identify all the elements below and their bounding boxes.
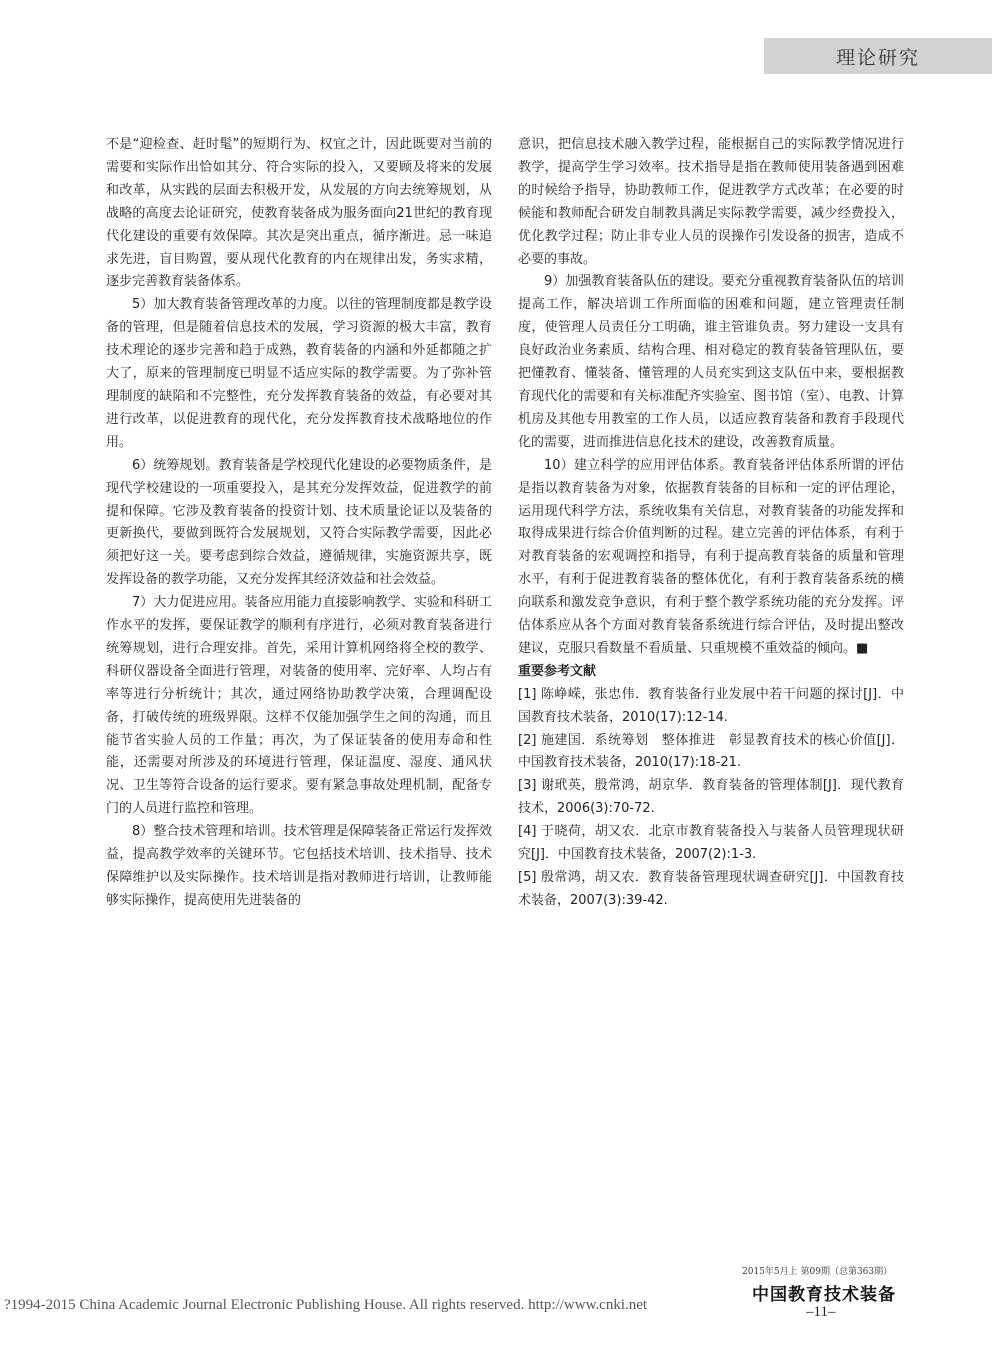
references-title: 重要参考文献 xyxy=(518,663,597,679)
reference-item: [4] 于晓荷，胡又农．北京市教育装备投入与装备人员管理现状研究[J]．中国教育技术装备，2007(2):1-3. xyxy=(518,824,904,863)
paragraph: 10）建立科学的应用评估体系。教育装备评估体系所谓的评估是指以教育装备为对象，依据教育装备的目标和一定的评估理论，运用现代科学方法，系统收集有关信息，对教育装备的功能发挥和取得成果进行综合价值判断的过程。建立完善的评估体系，有利于对教育装备的宏观调控和指导，有利于提高教育装备的质量和管理水平，有利于促进教育装备的整体优化，有利于教育装备系统的横向联系和激发竞争意识，有利于整个教学系统功能的充分发挥。评估体系应从各个方面对教育装备系统进行综合评估，及时提出整改建议，克服只看数量不看质量、只重规模不重效益的倾向。■ xyxy=(518,457,904,656)
journal-brand: 中国教育技术装备 xyxy=(752,1285,896,1305)
paragraph: 9）加强教育装备队伍的建设。要充分重视教育装备队伍的培训提高工作，解决培训工作所面临的困难和问题，建立管理责任制度，使管理人员责任分工明确，谁主管谁负责。努力建设一支具有良好政治业务素质、结构合理、相对稳定的教育装备管理队伍，要把懂教育、懂装备、懂管理的人员充实到这支队伍中来，要根据教育现代化的需要和有关标准配齐实验室、图书馆（室）、电教、计算机房及其他专用教室的工作人员，以适应教育装备和教育手段现代化的需要，进而推进信息化技术的建设，改善教育质量。 xyxy=(518,274,904,450)
paragraph: 8）整合技术管理和培训。技术管理是保障装备正常运行发挥效益，提高教学效率的关键环节。它包括技术培训、技术指导、技术保障维护以及实际操作。技术培训是指对教师进行培训，让教师能够实际操作，提高使用先进装备的 xyxy=(106,824,492,908)
reference-item: [2] 施建国．系统筹划 整体推进 彰显教育技术的核心价值[J]．中国教育技术装备，2010(17):18-21. xyxy=(518,732,904,771)
page-number: –11– xyxy=(806,1304,836,1320)
paragraph: 不是“迎检查、赶时髦”的短期行为、权宜之计，因此既要对当前的需要和实际作出恰如其分、符合实际的投入，又要顾及将来的发展和改革，从实践的层面去积极开发，从发展的方向去统筹规划，从战略的高度去论证研究，使教育装备成为服务面向21世纪的教育现代化建设的重要有效保障。其次是突出重点，循序渐进。忌一味追求先进，盲目购置，要从现代化教育的内在规律出发，务实求精，逐步完善教育装备体系。 xyxy=(106,137,492,290)
issue-info: 2015年5月上 第09期（总第363期） xyxy=(742,1267,893,1277)
right-column xyxy=(518,134,904,913)
copyright-notice: ?1994-2015 China Academic Journal Electronic Publishing House. All rights reserved. http://www.cnki.net xyxy=(4,1297,648,1313)
section-label: 理论研究 xyxy=(764,38,992,74)
reference-item: [5] 殷常鸿，胡又农．教育装备管理现状调查研究[J]．中国教育技术装备，2007(3):39-42. xyxy=(518,870,904,908)
paragraph: 意识，把信息技术融入教学过程，能根据自己的实际教学情况进行教学，提高学生学习效率。技术指导是指在教师使用装备遇到困难的时候给予指导，协助教师工作，促进教学方式改革；在必要的时候能和教师配合研发自制教具满足实际教学需要，减少经费投入，优化教学过程；防止非专业人员的误操作引发设备的损害，造成不必要的事故。 xyxy=(518,137,904,267)
paragraph: 6）统筹规划。教育装备是学校现代化建设的必要物质条件，是现代学校建设的一项重要投入，是其充分发挥效益，促进教学的前提和保障。它涉及教育装备的投资计划、技术质量论证以及装备的更新换代，要做到既符合发展规划，又符合实际教学需要，因此必须把好这一关。要考虑到综合效益，遵循规律，实施资源共享，既发挥设备的教学功能，又充分发挥其经济效益和社会效益。 xyxy=(106,457,492,588)
paragraph: 7）大力促进应用。装备应用能力直接影响教学、实验和科研工作水平的发挥，要保证教学的顺利有序进行，必须对教育装备进行统筹规划，进行合理安排。首先，采用计算机网络将全校的教学、科研仪器设备全面进行管理，对装备的使用率、完好率、人均占有率等进行分析统计；其次，通过网络协助教学决策，合理调配设备，打破传统的班级界限。这样不仅能加强学生之间的沟通，而且能节省实验人员的工作量；再次，为了保证装备的使用寿命和性能，还需要对所涉及的环境进行管理，保证温度、湿度、通风状况、卫生等符合设备的运行要求。要有紧急事故处理机制，配备专门的人员进行监控和管理。 xyxy=(106,595,492,817)
left-column xyxy=(106,134,492,913)
paragraph: 5）加大教育装备管理改革的力度。以往的管理制度都是教学设备的管理，但是随着信息技术的发展，学习资源的极大丰富，教育技术理论的逐步完善和趋于成熟，教育装备的内涵和外延都随之扩大了，原来的管理制度已明显不适应实际的教学需要。为了弥补管理制度的缺陷和不完整性，充分发挥教育装备的效益，有必要对其进行改革，以促进教育的现代化，充分发挥教育技术战略地位的作用。 xyxy=(106,297,492,450)
reference-item: [3] 谢玳英，殷常鸿，胡京华．教育装备的管理体制[J]．现代教育技术，2006(3):70-72. xyxy=(518,778,904,817)
reference-item: [1] 陈峥嵘，张忠伟．教育装备行业发展中若干问题的探讨[J]．中国教育技术装备，2010(17):12-14. xyxy=(518,686,904,725)
